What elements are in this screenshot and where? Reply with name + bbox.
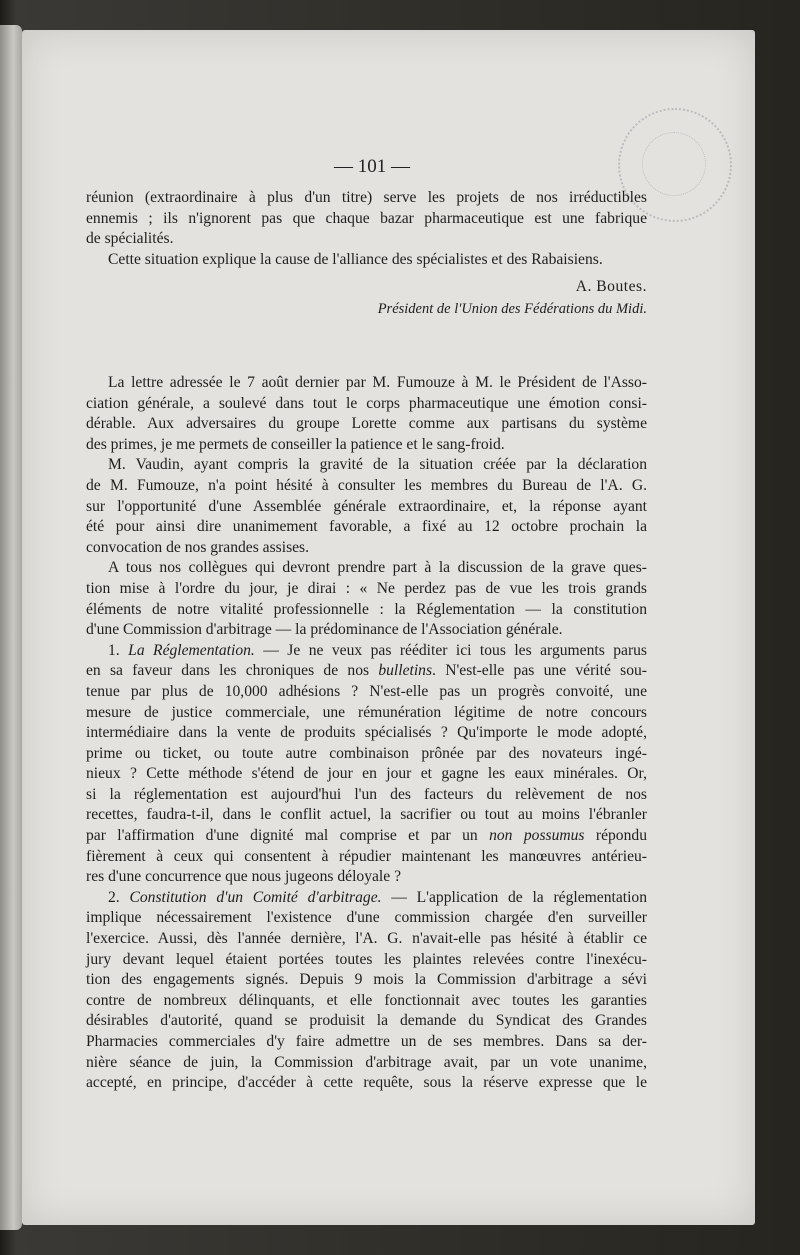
text-line: fièrement à ceux qui consentent à répudier maintenant les manœuvres antérieu- xyxy=(86,847,647,865)
page-number: — 101 — xyxy=(334,156,410,177)
text-line: dérable. Aux adversaires du groupe Lorette comme aux partisans du système xyxy=(86,415,647,433)
text-line: res d'une concurrence que nous jugeons déloyale ? xyxy=(86,868,401,886)
text-line: des primes, je me permets de conseiller la patience et le sang-froid. xyxy=(86,435,505,453)
italic-phrase: Constitution d'un Comité d'arbitrage. xyxy=(129,888,382,906)
text-line: 1. La Réglementation. — Je ne veux pas rééditer ici tous les arguments parus xyxy=(108,641,647,659)
text-line: prime ou ticket, ou toute autre combinaison prônée par des novateurs ingé- xyxy=(86,744,647,762)
text-line: sur l'opportunité d'une Assemblée générale extraordinaire, et, la réponse ayant xyxy=(86,497,647,515)
text-line: intermédiaire dans la vente de produits spécialisés ? Qu'importe le mode adopté, xyxy=(86,724,647,742)
previous-page-edge xyxy=(0,25,22,1230)
document-page xyxy=(22,30,755,1225)
text-line: éléments de notre vitalité professionnelle : la Réglementation — la constitution xyxy=(86,600,647,618)
continued-paragraph xyxy=(86,188,647,270)
signature-name: A. Boutes. xyxy=(575,278,647,295)
conclusion-line: Cette situation explique la cause de l'alliance des spécialistes et des Rabaisiens. xyxy=(108,250,603,268)
text-line: La lettre adressée le 7 août dernier par M. Fumouze à M. le Président de l'Asso- xyxy=(108,374,647,391)
text-line: mesure de justice commerciale, une rémunération légitime de notre concours xyxy=(86,703,647,721)
italic-phrase: La Réglementation. xyxy=(128,641,255,659)
text-line: nière séance de juin, la Commission d'arbitrage avait, par un vote unanime, xyxy=(86,1053,647,1071)
text-line: de M. Fumouze, n'a point hésité à consulter les membres du Bureau de l'A. G. xyxy=(86,476,647,494)
text-line: tenue par plus de 10,000 adhésions ? N'est-elle pas un progrès convoité, une xyxy=(86,682,647,700)
article-body xyxy=(86,373,647,1094)
text-line: en sa faveur dans les chroniques de nos bulletins. N'est-elle pas une vérité sou- xyxy=(86,662,647,680)
text-line: désirables d'autorité, quand se produisit la demande du Syndicat des Grandes xyxy=(86,1012,647,1030)
text-line: tion des engagements signés. Depuis 9 mois la Commission d'arbitrage a sévi xyxy=(86,971,647,989)
text-line: recettes, faudra-t-il, dans le conflit actuel, la sacrifier ou tout au moins l'ébranler xyxy=(86,806,647,824)
text-line: accepté, en principe, d'accéder à cette requête, sous la réserve expresse que le xyxy=(86,1074,647,1092)
text-line: Pharmacies commerciales d'y faire admettre un de ses membres. Dans sa der- xyxy=(86,1033,647,1050)
signature-title: Président de l'Union des Fédérations du Midi. xyxy=(377,301,647,317)
text-line: 2. Constitution d'un Comité d'arbitrage. — L'application de la réglementation xyxy=(108,888,648,906)
text-line: été pour ainsi dire unanimement favorable, a fixé au 12 octobre prochain la xyxy=(86,518,647,536)
text-line: jury devant lequel étaient portées toutes les plaintes relevées contre l'inexécu- xyxy=(86,950,647,968)
text-line: réunion (extraordinaire à plus d'un titre) serve les projets de nos irréductibles xyxy=(86,189,647,206)
text-line: par l'affirmation d'une dignité mal comprise et par un non possumus répondu xyxy=(86,827,647,845)
text-line: A tous nos collègues qui devront prendre part à la discussion de la grave ques- xyxy=(108,559,647,577)
text-line: si la réglementation est aujourd'hui l'un des facteurs du relèvement de nos xyxy=(86,785,647,803)
text-line: de spécialités. xyxy=(86,230,174,248)
text-line: d'une Commission d'arbitrage — la prédominance de l'Association générale. xyxy=(86,621,563,639)
text-line: tion mise à l'ordre du jour, je dirai : « Ne perdez pas de vue les trois grands xyxy=(86,579,647,597)
text-line: nieux ? Cette méthode s'étend de jour en jour et gagne les eaux minérales. Or, xyxy=(86,765,647,783)
text-line: M. Vaudin, ayant compris la gravité de la situation créée par la déclaration xyxy=(108,456,647,474)
text-line: convocation de nos grandes assises. xyxy=(86,538,310,556)
italic-phrase: non possumus xyxy=(489,827,585,845)
text-line: ennemis ; ils n'ignorent pas que chaque bazar pharmaceutique est une fabrique xyxy=(86,209,647,227)
text-line: contre de nombreux délinquants, et elle fonctionnait avec toutes les garanties xyxy=(86,991,647,1009)
text-line: implique nécessairement l'existence d'une commission chargée d'en surveiller xyxy=(86,909,647,927)
italic-phrase: bulletins xyxy=(378,662,433,680)
text-line: l'exercice. Aussi, dès l'année dernière, l'A. G. n'avait-elle pas hésité à établir ce xyxy=(86,930,647,948)
text-line: ciation générale, a soulevé dans tout le corps pharmaceutique une émotion consi- xyxy=(86,394,647,412)
